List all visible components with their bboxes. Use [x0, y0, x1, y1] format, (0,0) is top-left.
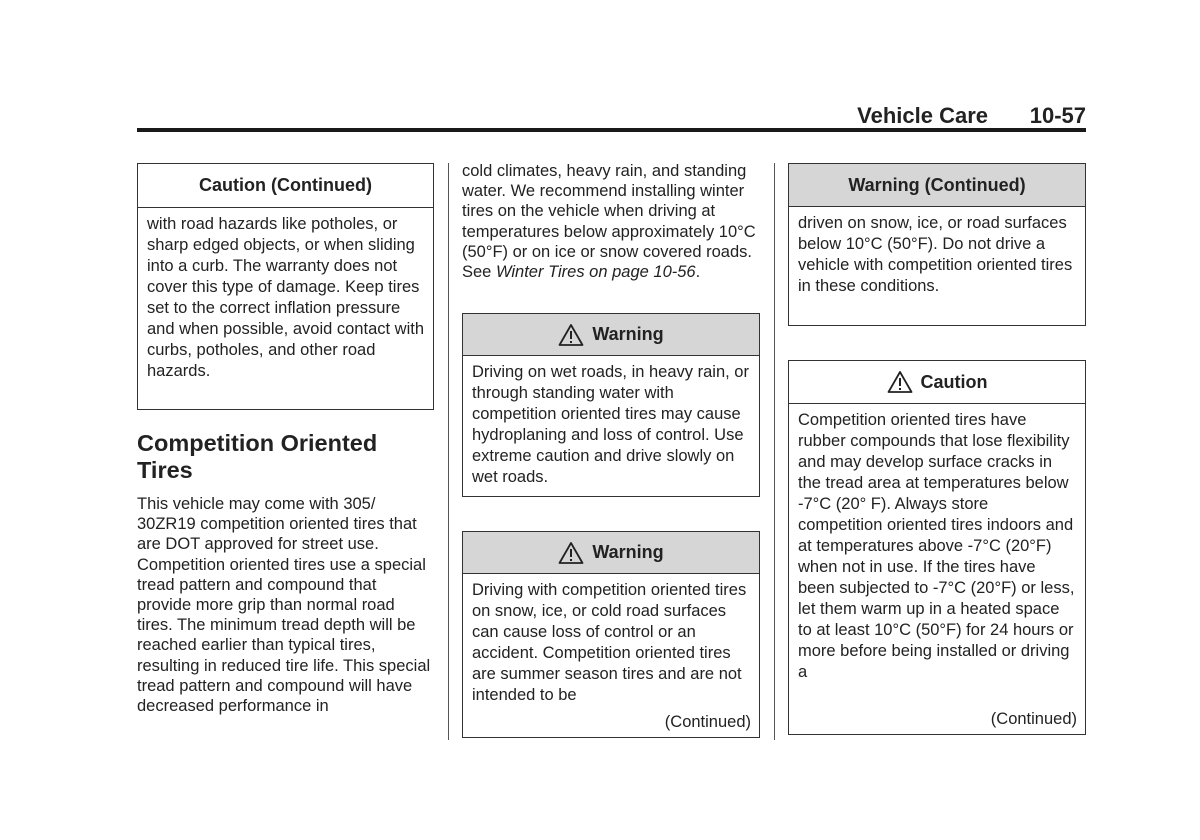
page-header: [137, 100, 1086, 130]
caution-continued-title-text: Caution (Continued): [199, 175, 372, 195]
continued-paragraph: [462, 161, 760, 282]
caution-triangle-icon: [887, 370, 913, 394]
warning-box-wet-roads: [462, 313, 760, 497]
caution-continued-box: [137, 163, 434, 410]
warning-continued-box: [788, 163, 1086, 326]
page-number: 10-57: [1029, 103, 1086, 128]
continued-label: (Continued): [990, 710, 1077, 728]
section-heading: Competition Oriented Tires: [137, 430, 378, 483]
warning-body: Driving with competition oriented tires on snow, ice, or cold road surfaces can cause loss of control or an accident. Competition oriented tires are summer season tires and are not intended to be: [472, 581, 747, 704]
caution-title-bar: [789, 361, 1085, 404]
column-divider-right: [774, 163, 775, 740]
warning-title-text: Warning: [592, 324, 664, 344]
warning-title-text: Warning: [592, 542, 664, 562]
section-title: Vehicle Care: [857, 103, 988, 128]
warning-continued-title-bar: [789, 164, 1085, 207]
continued-paragraph-text: cold climates, heavy rain, and standing water. We recommend installing winter tires on the vehicle when driving at temperatures below approximately 10°C (50°F) or on ice or snow covered roads. See: [462, 162, 756, 282]
continued-label: (Continued): [664, 713, 751, 731]
warning-triangle-icon: [558, 323, 584, 347]
caution-continued-title: [138, 164, 433, 208]
intro-paragraph: [137, 494, 435, 716]
caution-continued-body: with road hazards like potholes, or sharp edged objects, or when sliding into a curb. The warranty does not cover this type of damage. Keep tires set to the correct inflation pressure and when possible, avoid contact with curbs, potholes, and other road hazards.: [147, 215, 425, 380]
header-rule: [137, 128, 1086, 132]
warning-continued-title-text: Warning (Continued): [848, 174, 1026, 195]
caution-body: Competition oriented tires have rubber compounds that lose flexibility and may develop surface cracks in the tread area at temperatures below -7°C (20° F). Always store competition oriented tires indoors and at temperatures above -7°C (20°F) when not in use. If the tires have been subjected to -7°C (20°F) or less, let them warm up in a heated space to at least 10°C (50°F) for 24 hours or more before being installed or driving a: [798, 411, 1075, 681]
caution-title-text: Caution: [920, 371, 988, 392]
warning-box-cold-surfaces: [462, 531, 760, 738]
warning-triangle-icon: [558, 541, 584, 565]
warning-body: Driving on wet roads, in heavy rain, or through standing water with competition oriented tires may cause hydroplaning and loss of control. Use extreme caution and drive slowly on wet roads.: [472, 363, 749, 486]
intro-paragraph-text: This vehicle may come with 305/ 30ZR19 competition oriented tires that are DOT approved for street use. Competition oriented tires use a special tread pattern and compound that provide more grip than normal road tires. The minimum tread depth will be reached earlier than typical tires, resulting in reduced tire life. This special tread pattern and compound will have decreased performance in: [137, 495, 431, 716]
caution-box-storage: [788, 360, 1086, 735]
column-divider-left: [448, 163, 449, 740]
winter-tires-link[interactable]: Winter Tires on page 10‑56: [495, 263, 696, 282]
paragraph-end: .: [695, 263, 701, 282]
warning-continued-body: driven on snow, ice, or road surfaces below 10°C (50°F). Do not drive a vehicle with competition oriented tires in these conditions.: [798, 214, 1073, 295]
warning-title-bar: [463, 314, 759, 356]
warning-title-bar: [463, 532, 759, 574]
